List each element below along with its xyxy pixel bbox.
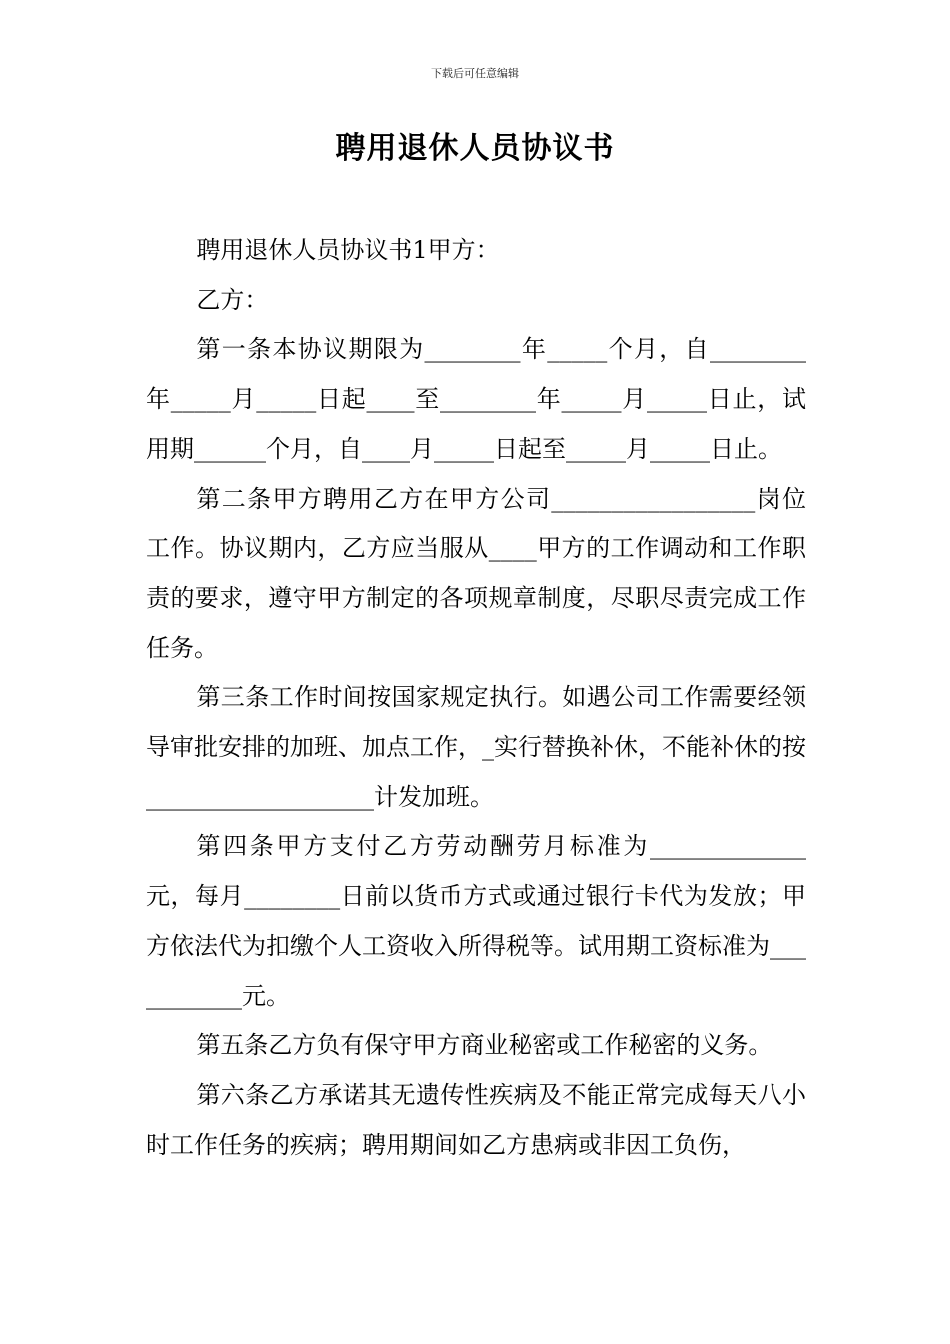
- paragraph-article-2: 第二条甲方聘用乙方在甲方公司_________________岗位工作。协议期内，乙方应当服从____甲方的工作调动和工作职责的要求，遵守甲方制定的各项规章制度，尽职尽责完成工作任务。: [146, 484, 806, 662]
- paragraph-article-5: 第五条乙方负有保守甲方商业秘密或工作秘密的义务。: [196, 1031, 773, 1060]
- paragraph-article-4: 第四条甲方支付乙方劳动酬劳月标准为_____________元，每月________日前以货币方式或通过银行卡代为发放；甲方依法代为扣缴个人工资收入所得税等。试用期工资标准为___________元。: [146, 832, 806, 1010]
- paragraph-article-6: 第六条乙方承诺其无遗传性疾病及不能正常完成每天八小时工作任务的疾病；聘用期间如乙方患病或非因工负伤，: [146, 1080, 806, 1159]
- document-body: [146, 226, 806, 1170]
- paragraph-party-b: 乙方：: [196, 285, 269, 314]
- document-title: 聘用退休人员协议书: [335, 131, 615, 166]
- paragraph-party-a: 聘用退休人员协议书1甲方：: [196, 236, 500, 264]
- paragraph-article-1: 第一条本协议期限为________年_____个月，自________年_____月_____日起____至________年_____月_____日止，试用期______个月，自____月_____日起至_____月_____日止。: [146, 335, 806, 463]
- header-note: 下载后可任意编辑: [431, 67, 519, 80]
- paragraph-article-3: 第三条工作时间按国家规定执行。如遇公司工作需要经领导审批安排的加班、加点工作，_实行替换补休，不能补休的按___________________计发加班。: [146, 683, 806, 811]
